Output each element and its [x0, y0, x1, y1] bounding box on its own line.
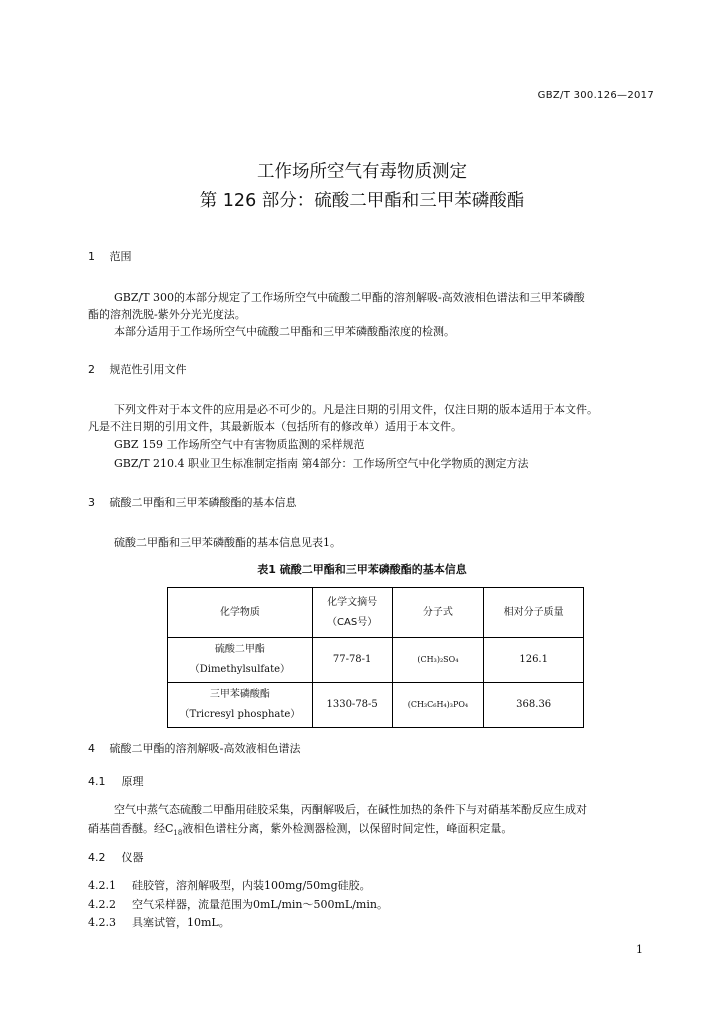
mw-cell: 368.36 — [484, 683, 584, 728]
document-subtitle: 第 126 部分：硫酸二甲酯和三甲苯磷酸酯 — [199, 191, 525, 211]
section-3-heading — [88, 494, 297, 510]
subsection-4-2-heading — [88, 849, 144, 865]
subsection-number: 4.2 — [88, 851, 106, 864]
paragraph: GBZ/T 300的本部分规定了工作场所空气中硫酸二甲酯的溶剂解吸-高效液相色谱法和三甲苯磷酸 — [114, 291, 585, 304]
subscript: 18 — [173, 829, 183, 838]
header-cell-line: （CAS号） — [327, 616, 378, 628]
section-title: 规范性引用文件 — [109, 363, 187, 376]
section-number: 3 — [88, 496, 95, 509]
subsection-4-1-heading — [88, 773, 144, 789]
section-4-heading — [88, 740, 300, 756]
paragraph: 本部分适用于工作场所空气中硫酸二甲酯和三甲苯磷酸酯浓度的检测。 — [114, 325, 455, 338]
substance-name: 硫酸二甲酯 — [214, 644, 265, 655]
mw-cell: 126.1 — [484, 638, 584, 683]
section-1-heading — [88, 248, 132, 264]
substance-english-name: （Dimethylsulfate） — [189, 664, 291, 675]
table-row — [168, 683, 584, 728]
list-item — [88, 896, 388, 912]
paragraph: 凡是不注日期的引用文件，其最新版本（包括所有的修改单）适用于本文件。 — [88, 420, 462, 433]
paragraph: 空气中蒸气态硫酸二甲酯用硅胶采集，丙酮解吸后，在碱性加热的条件下与对硝基苯酚反应生成对 — [114, 803, 587, 816]
item-number: 4.2.1 — [88, 879, 116, 892]
paragraph: 酯的溶剂洗脱-紫外分光光度法。 — [88, 308, 246, 321]
header-cell-line: 化学文摘号 — [327, 596, 378, 608]
text-run: 硝基茴香醚。经C — [88, 822, 174, 835]
table-row — [168, 638, 584, 683]
section-number: 1 — [88, 250, 95, 263]
formula-cell: (CH₃)₂SO₄ — [392, 638, 484, 683]
paragraph: 下列文件对于本文件的应用是必不可少的。凡是注日期的引用文件，仅注日期的版本适用于本文件。 — [114, 403, 598, 416]
reference-item: GBZ/T 210.4 职业卫生标准制定指南 第4部分：工作场所空气中化学物质的测定方法 — [114, 457, 529, 470]
substance-english-name: （Tricresyl phosphate） — [179, 709, 301, 720]
paragraph — [88, 820, 512, 837]
header-cell: 相对分子质量 — [484, 588, 584, 638]
table-cell — [168, 638, 313, 683]
list-item — [88, 877, 371, 893]
document-title: 工作场所空气有毒物质测定 — [257, 162, 467, 182]
formula-cell: (CH₃C₆H₄)₃PO₄ — [392, 683, 484, 728]
item-number: 4.2.2 — [88, 898, 116, 911]
table-header-row — [168, 588, 584, 638]
section-number: 2 — [88, 363, 95, 376]
header-cell: 化学物质 — [168, 588, 313, 638]
item-number: 4.2.3 — [88, 916, 116, 929]
subsection-title: 仪器 — [121, 851, 144, 864]
subsection-number: 4.1 — [88, 775, 106, 788]
cas-cell: 1330-78-5 — [312, 683, 392, 728]
section-title: 硫酸二甲酯的溶剂解吸-高效液相色谱法 — [109, 742, 301, 755]
subsection-title: 原理 — [121, 775, 144, 788]
text-run: 液相色谱柱分离，紫外检测器检测，以保留时间定性，峰面积定量。 — [182, 822, 513, 835]
cas-cell: 77-78-1 — [312, 638, 392, 683]
basic-info-table — [167, 587, 584, 728]
section-title: 硫酸二甲酯和三甲苯磷酸酯的基本信息 — [109, 496, 297, 509]
item-text: 具塞试管，10mL。 — [132, 916, 230, 929]
item-text: 硅胶管，溶剂解吸型，内装100mg/50mg硅胶。 — [132, 879, 371, 892]
list-item — [88, 914, 230, 930]
header-cell: 分子式 — [392, 588, 484, 638]
section-2-heading — [88, 361, 187, 377]
page-number: 1 — [636, 943, 643, 956]
substance-name: 三甲苯磷酸酯 — [209, 689, 270, 700]
paragraph: 硫酸二甲酯和三甲苯磷酸酯的基本信息见表1。 — [114, 536, 341, 549]
table-caption: 表1 硫酸二甲酯和三甲苯磷酸酯的基本信息 — [257, 563, 467, 576]
standard-number: GBZ/T 300.126—2017 — [537, 90, 654, 101]
item-text: 空气采样器，流量范围为0mL/min～500mL/min。 — [132, 898, 388, 911]
section-number: 4 — [88, 742, 95, 755]
reference-item: GBZ 159 工作场所空气中有害物质监测的采样规范 — [114, 438, 365, 451]
table-cell — [168, 683, 313, 728]
section-title: 范围 — [109, 250, 132, 263]
header-cell — [312, 588, 392, 638]
